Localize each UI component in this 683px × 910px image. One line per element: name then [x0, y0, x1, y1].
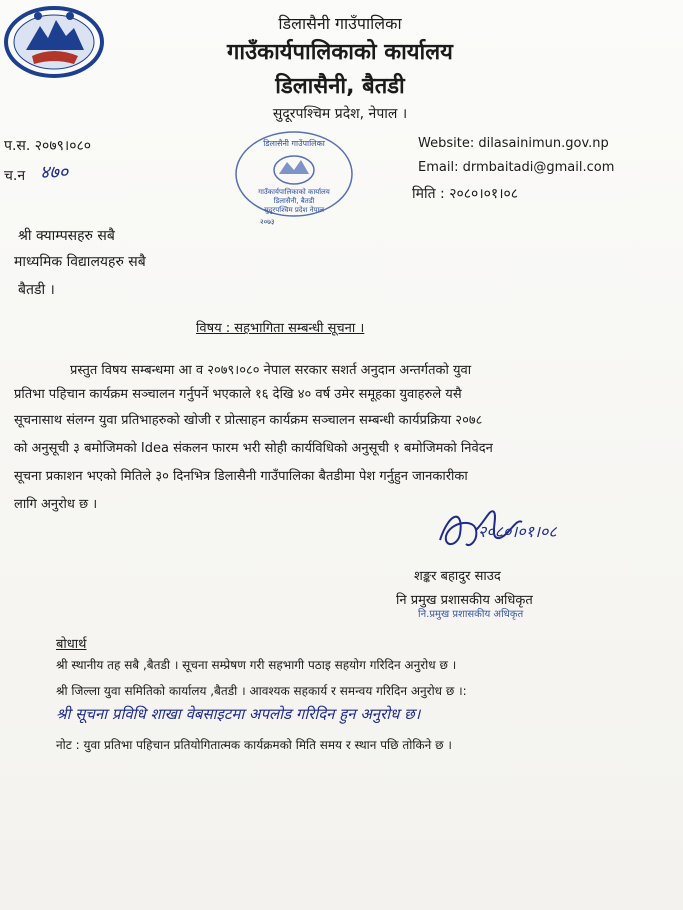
cc-heading: बोधार्थ [56, 637, 87, 652]
body-line-5: सूचना प्रकाशन भएको मितिले ३० दिनभित्र डिलासैनी गाउँपालिका बैतडीमा पेश गर्नुहुन जानकारीका [14, 469, 468, 484]
body-line-4: को अनुसूची ३ बमोजिमको Idea संकलन फारम भरी सोही कार्यविधिको अनुसूची १ बमोजिमको निवेदन [14, 441, 493, 456]
recipient-line-3: बैतडी । [18, 282, 55, 298]
dispatch-number-handwritten: ४७० [40, 162, 69, 183]
website-text: Website: dilasainimun.gov.np [418, 136, 609, 151]
letter-subject: विषय : सहभागिता सम्बन्धी सूचना । [196, 321, 365, 336]
stamp-text-3: डिलासैनी, बैतडी [273, 197, 315, 205]
letter-date: मिति : २०८०।०१।०८ [412, 186, 519, 202]
stamp-text-2: गाउँकार्यपालिकाको कार्यालय [258, 188, 330, 196]
dispatch-label: च.न [4, 168, 26, 184]
cc-line-1: श्री स्थानीय तह सबै ,बैतडी । सूचना सम्प्रेषण गरी सहभागी पठाइ सहयोग गरिदिन अनुरोध छ । [56, 658, 457, 672]
cc-note: नोट : युवा प्रतिभा पहिचान प्रतियोगितात्मक कार्यक्रमको मिति समय र स्थान पछि तोकिने छ । [56, 738, 452, 752]
recipient-line-1: श्री क्याम्पसहरु सबै [18, 228, 115, 244]
signature-date-handwritten: २०८०।०१।०८ [478, 522, 557, 541]
body-line-1: प्रस्तुत विषय सम्बन्धमा आ व २०७९।०८० नेपाल सरकार सशर्त अनुदान अन्तर्गतको युवा [70, 363, 472, 378]
letter-reference-number: प.स. २०७९।०८० [4, 138, 92, 154]
stamp-year: २०७३ [260, 218, 275, 226]
cc-line-3-handwritten: श्री सूचना प्रविधि शाखा वेबसाइटमा अपलोड गरिदिन हुन अनुरोध छ। [56, 705, 421, 723]
office-seal-stamp [233, 130, 355, 222]
signatory-designation: नि प्रमुख प्रशासकीय अधिकृत [396, 593, 533, 608]
municipality-name: डिलासैनी गाउँपालिका [278, 14, 402, 33]
body-line-3: सूचनासाथ संलग्न युवा प्रतिभाहरुको खोजी र प्रोत्साहन कार्यक्रम सञ्चालन सम्बन्धी कार्यप्रक्रिया २०७८ [14, 413, 483, 428]
signatory-name: शङ्कर बहादुर साउद [414, 569, 501, 584]
stamp-text-4: सुदूरपश्चिम प्रदेश नेपाल [263, 206, 325, 214]
email-text: Email: drmbaitadi@gmail.com [418, 160, 615, 175]
body-line-6: लागि अनुरोध छ । [14, 497, 98, 512]
designation-stamp: नि.प्रमुख प्रशासकीय अधिकृत [418, 609, 524, 620]
cc-line-2: श्री जिल्ला युवा समितिको कार्यालय ,बैतडी । आवश्यक सहकार्य र समन्वय गरिदिन अनुरोध छ ।: [56, 684, 467, 698]
province-line: सुदूरपश्चिम प्रदेश, नेपाल । [272, 106, 408, 122]
office-location: डिलासैनी, बैतडी [275, 74, 405, 99]
nepal-emblem-icon [2, 2, 106, 80]
body-line-2: प्रतिभा पहिचान कार्यक्रम सञ्चालन गर्नुपर्ने भएकाले १६ देखि ४० वर्ष उमेर समूहका युवाहरुले यसै [14, 387, 462, 402]
stamp-text-1: डिलासैनी गाउँपालिका [263, 139, 325, 148]
recipient-line-2: माध्यमिक विद्यालयहरु सबै [14, 254, 146, 270]
office-name: गाउँकार्यपालिकाको कार्यालय [227, 40, 453, 65]
